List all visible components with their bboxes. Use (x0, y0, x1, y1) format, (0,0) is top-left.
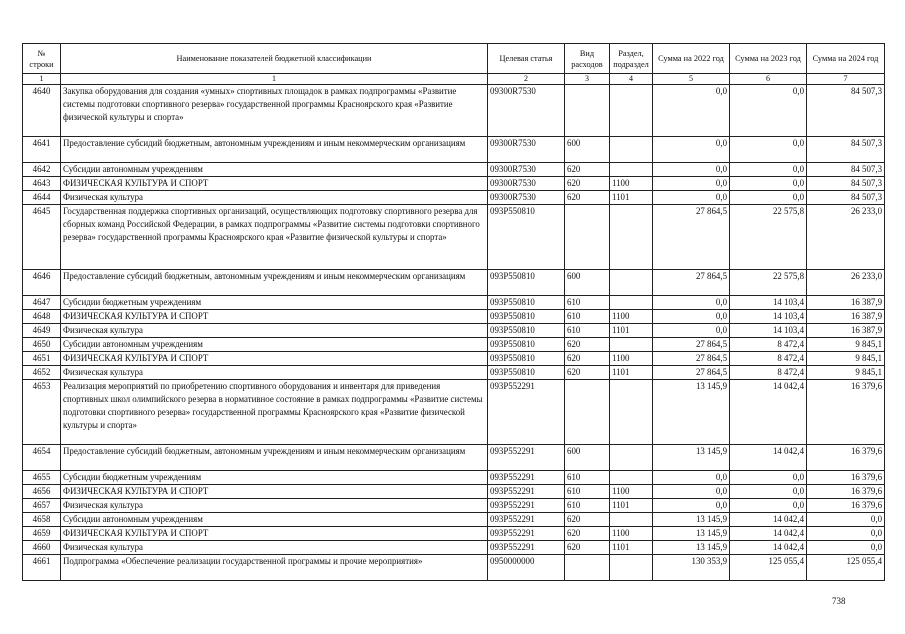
row-number: 4656 (23, 485, 61, 499)
row-sum-2024: 0,0 (807, 541, 885, 555)
table-row (23, 445, 885, 471)
row-sum-2022: 13 145,9 (653, 380, 730, 445)
row-vid (565, 85, 610, 137)
row-razdel: 1101 (610, 541, 653, 555)
column-index: 1 (61, 74, 488, 85)
row-sum-2024: 84 507,3 (807, 191, 885, 205)
row-target-code: 093P550810 (488, 366, 565, 380)
table-row (23, 380, 885, 445)
row-sum-2022: 13 145,9 (653, 541, 730, 555)
row-sum-2022: 0,0 (653, 137, 730, 163)
table-row (23, 541, 885, 555)
row-sum-2024: 9 845,1 (807, 352, 885, 366)
row-sum-2022: 27 864,5 (653, 338, 730, 352)
row-razdel: 1101 (610, 366, 653, 380)
row-target-code: 09300R7530 (488, 137, 565, 163)
row-number: 4657 (23, 499, 61, 513)
row-razdel (610, 270, 653, 296)
row-target-code: 093P552291 (488, 471, 565, 485)
row-target-code: 09300R7530 (488, 177, 565, 191)
row-sum-2023: 0,0 (730, 471, 807, 485)
row-razdel: 1100 (610, 485, 653, 499)
row-sum-2024: 26 233,0 (807, 205, 885, 270)
table-row (23, 485, 885, 499)
row-number: 4659 (23, 527, 61, 541)
row-razdel (610, 205, 653, 270)
row-sum-2023: 14 103,4 (730, 310, 807, 324)
row-sum-2024: 16 379,6 (807, 380, 885, 445)
row-razdel: 1100 (610, 352, 653, 366)
row-sum-2022: 0,0 (653, 191, 730, 205)
row-sum-2022: 0,0 (653, 485, 730, 499)
row-razdel (610, 137, 653, 163)
row-sum-2022: 27 864,5 (653, 205, 730, 270)
row-vid: 600 (565, 270, 610, 296)
row-sum-2023: 125 055,4 (730, 555, 807, 581)
table-row (23, 270, 885, 296)
row-sum-2023: 0,0 (730, 137, 807, 163)
table-row (23, 527, 885, 541)
table-row (23, 324, 885, 338)
row-sum-2024: 16 379,6 (807, 471, 885, 485)
row-number: 4660 (23, 541, 61, 555)
row-number: 4640 (23, 85, 61, 137)
row-razdel (610, 338, 653, 352)
row-number: 4654 (23, 445, 61, 471)
table-row (23, 499, 885, 513)
row-target-code: 093P550810 (488, 338, 565, 352)
row-sum-2023: 14 103,4 (730, 296, 807, 310)
row-number: 4645 (23, 205, 61, 270)
row-sum-2022: 27 864,5 (653, 352, 730, 366)
row-target-code: 093P552291 (488, 499, 565, 513)
row-sum-2022: 13 145,9 (653, 513, 730, 527)
row-sum-2024: 9 845,1 (807, 338, 885, 352)
row-vid: 600 (565, 137, 610, 163)
row-sum-2023: 14 103,4 (730, 324, 807, 338)
table-row (23, 366, 885, 380)
row-number: 4661 (23, 555, 61, 581)
header-sum-2022: Сумма на 2022 год (653, 44, 730, 74)
row-number: 4643 (23, 177, 61, 191)
row-name: Субсидии автономным учреждениям (61, 338, 488, 352)
row-razdel: 1100 (610, 527, 653, 541)
row-razdel (610, 471, 653, 485)
row-vid (565, 555, 610, 581)
row-sum-2022: 0,0 (653, 177, 730, 191)
row-vid: 610 (565, 485, 610, 499)
row-vid: 610 (565, 471, 610, 485)
row-sum-2024: 16 379,6 (807, 499, 885, 513)
row-target-code: 093P552291 (488, 485, 565, 499)
row-sum-2023: 8 472,4 (730, 338, 807, 352)
row-sum-2022: 27 864,5 (653, 270, 730, 296)
row-vid: 620 (565, 163, 610, 177)
row-razdel: 1100 (610, 177, 653, 191)
row-number: 4646 (23, 270, 61, 296)
row-number: 4649 (23, 324, 61, 338)
row-sum-2022: 0,0 (653, 85, 730, 137)
column-index: 3 (565, 74, 610, 85)
row-target-code: 09300R7530 (488, 163, 565, 177)
row-vid: 610 (565, 296, 610, 310)
row-sum-2024: 125 055,4 (807, 555, 885, 581)
row-sum-2024: 26 233,0 (807, 270, 885, 296)
row-name: ФИЗИЧЕСКАЯ КУЛЬТУРА И СПОРТ (61, 177, 488, 191)
row-number: 4648 (23, 310, 61, 324)
row-sum-2024: 16 379,6 (807, 485, 885, 499)
row-vid: 620 (565, 366, 610, 380)
row-name: Предоставление субсидий бюджетным, автономным учреждениям и иным некоммерческим организациям (61, 137, 488, 163)
row-sum-2024: 16 387,9 (807, 296, 885, 310)
row-number: 4650 (23, 338, 61, 352)
row-sum-2024: 16 387,9 (807, 310, 885, 324)
row-razdel: 1101 (610, 191, 653, 205)
row-sum-2022: 0,0 (653, 324, 730, 338)
row-target-code: 09300R7530 (488, 85, 565, 137)
table-row (23, 177, 885, 191)
header-target: Целевая статья (488, 44, 565, 74)
row-razdel (610, 513, 653, 527)
row-target-code: 093P552291 (488, 445, 565, 471)
row-sum-2023: 22 575,8 (730, 205, 807, 270)
table-row (23, 555, 885, 581)
row-name: Физическая культура (61, 191, 488, 205)
row-sum-2024: 0,0 (807, 527, 885, 541)
row-vid: 620 (565, 513, 610, 527)
row-razdel (610, 445, 653, 471)
row-vid: 620 (565, 191, 610, 205)
row-name: Предоставление субсидий бюджетным, автономным учреждениям и иным некоммерческим организациям (61, 445, 488, 471)
row-sum-2023: 14 042,4 (730, 380, 807, 445)
row-number: 4642 (23, 163, 61, 177)
row-name: Физическая культура (61, 366, 488, 380)
row-sum-2023: 0,0 (730, 85, 807, 137)
row-sum-2023: 14 042,4 (730, 445, 807, 471)
row-sum-2023: 8 472,4 (730, 352, 807, 366)
row-name: ФИЗИЧЕСКАЯ КУЛЬТУРА И СПОРТ (61, 310, 488, 324)
row-name: Подпрограмма «Обеспечение реализации государственной программы и прочие мероприятия» (61, 555, 488, 581)
row-name: ФИЗИЧЕСКАЯ КУЛЬТУРА И СПОРТ (61, 352, 488, 366)
table-row (23, 310, 885, 324)
row-sum-2023: 0,0 (730, 499, 807, 513)
row-vid: 620 (565, 352, 610, 366)
row-name: Государственная поддержка спортивных организаций, осуществляющих подготовку спортивного резерва для сборных команд Российской Федерации, в рамках подпрограммы «Развитие системы подготовки спортивного резерва» государственной программы Красноярского края «Развитие физической культуры и спорта» (61, 205, 488, 270)
row-name: Субсидии бюджетным учреждениям (61, 471, 488, 485)
row-sum-2022: 0,0 (653, 163, 730, 177)
row-target-code: 093P552291 (488, 380, 565, 445)
row-sum-2023: 14 042,4 (730, 527, 807, 541)
row-number: 4658 (23, 513, 61, 527)
column-index: 2 (488, 74, 565, 85)
row-number: 4641 (23, 137, 61, 163)
row-sum-2023: 22 575,8 (730, 270, 807, 296)
column-index: 4 (610, 74, 653, 85)
row-name: Субсидии бюджетным учреждениям (61, 296, 488, 310)
table-body (23, 85, 885, 581)
row-sum-2022: 0,0 (653, 471, 730, 485)
row-sum-2023: 14 042,4 (730, 541, 807, 555)
row-sum-2023: 0,0 (730, 485, 807, 499)
row-name: Предоставление субсидий бюджетным, автономным учреждениям и иным некоммерческим организациям (61, 270, 488, 296)
row-number: 4644 (23, 191, 61, 205)
row-name: Реализация мероприятий по приобретению спортивного оборудования и инвентаря для приведения спортивных школ олимпийского резерва в нормативное состояние в рамках подпрограммы «Развитие системы подготовки спортивного резерва» государственной программы Красноярского края «Развитие физической культуры и спорта» (61, 380, 488, 445)
row-name: Физическая культура (61, 324, 488, 338)
row-target-code: 093P552291 (488, 541, 565, 555)
row-sum-2022: 27 864,5 (653, 366, 730, 380)
row-razdel (610, 380, 653, 445)
row-target-code: 093P550810 (488, 324, 565, 338)
row-name: Закупка оборудования для создания «умных» спортивных площадок в рамках подпрограммы «Развитие системы подготовки спортивного резерва» государственной программы Красноярского края «Развитие физической культуры и спорта» (61, 85, 488, 137)
row-sum-2022: 0,0 (653, 310, 730, 324)
header-name: Наименование показателей бюджетной классификации (61, 44, 488, 74)
row-sum-2022: 130 353,9 (653, 555, 730, 581)
row-sum-2024: 16 387,9 (807, 324, 885, 338)
row-vid: 610 (565, 324, 610, 338)
row-razdel (610, 296, 653, 310)
row-sum-2023: 8 472,4 (730, 366, 807, 380)
row-sum-2024: 16 379,6 (807, 445, 885, 471)
row-vid: 610 (565, 310, 610, 324)
row-vid: 610 (565, 499, 610, 513)
header-sum-2023: Сумма на 2023 год (730, 44, 807, 74)
row-razdel: 1101 (610, 499, 653, 513)
row-sum-2022: 0,0 (653, 499, 730, 513)
table-row (23, 191, 885, 205)
column-index: 6 (730, 74, 807, 85)
row-sum-2024: 84 507,3 (807, 177, 885, 191)
row-vid: 620 (565, 177, 610, 191)
row-sum-2023: 0,0 (730, 177, 807, 191)
row-name: ФИЗИЧЕСКАЯ КУЛЬТУРА И СПОРТ (61, 485, 488, 499)
table-row (23, 352, 885, 366)
row-vid: 620 (565, 527, 610, 541)
row-target-code: 0950000000 (488, 555, 565, 581)
row-target-code: 09300R7530 (488, 191, 565, 205)
header-sum-2024: Сумма на 2024 год (807, 44, 885, 74)
row-sum-2023: 0,0 (730, 163, 807, 177)
header-vid: Вид расходов (565, 44, 610, 74)
row-target-code: 093P552291 (488, 527, 565, 541)
row-number: 4653 (23, 380, 61, 445)
row-vid: 620 (565, 541, 610, 555)
row-sum-2024: 84 507,3 (807, 163, 885, 177)
row-number: 4652 (23, 366, 61, 380)
row-sum-2024: 84 507,3 (807, 85, 885, 137)
row-sum-2022: 13 145,9 (653, 527, 730, 541)
row-sum-2022: 13 145,9 (653, 445, 730, 471)
row-razdel (610, 163, 653, 177)
row-sum-2024: 0,0 (807, 513, 885, 527)
row-sum-2023: 0,0 (730, 191, 807, 205)
row-name: Физическая культура (61, 499, 488, 513)
row-sum-2022: 0,0 (653, 296, 730, 310)
row-razdel: 1100 (610, 310, 653, 324)
page-number: 738 (832, 596, 846, 606)
table-row (23, 513, 885, 527)
row-target-code: 093P550810 (488, 310, 565, 324)
row-number: 4647 (23, 296, 61, 310)
table-row (23, 205, 885, 270)
row-name: ФИЗИЧЕСКАЯ КУЛЬТУРА И СПОРТ (61, 527, 488, 541)
row-target-code: 093P552291 (488, 513, 565, 527)
table-row (23, 137, 885, 163)
table-row (23, 338, 885, 352)
row-razdel (610, 85, 653, 137)
row-target-code: 093P550810 (488, 270, 565, 296)
row-vid (565, 380, 610, 445)
row-target-code: 093P550810 (488, 296, 565, 310)
row-sum-2023: 14 042,4 (730, 513, 807, 527)
header-row (23, 44, 885, 74)
header-razdel: Раздел, подраздел (610, 44, 653, 74)
column-index: 1 (23, 74, 61, 85)
row-number: 4651 (23, 352, 61, 366)
table-row (23, 85, 885, 137)
row-razdel: 1101 (610, 324, 653, 338)
row-vid: 620 (565, 338, 610, 352)
budget-table (22, 43, 885, 581)
row-number: 4655 (23, 471, 61, 485)
row-sum-2024: 84 507,3 (807, 137, 885, 163)
row-name: Субсидии автономным учреждениям (61, 163, 488, 177)
row-name: Физическая культура (61, 541, 488, 555)
table-row (23, 296, 885, 310)
table-row (23, 163, 885, 177)
header-row-no: № строки (23, 44, 61, 74)
row-target-code: 093P550810 (488, 352, 565, 366)
table-row (23, 471, 885, 485)
row-vid: 600 (565, 445, 610, 471)
row-vid (565, 205, 610, 270)
column-index: 7 (807, 74, 885, 85)
row-razdel (610, 555, 653, 581)
column-index: 5 (653, 74, 730, 85)
row-name: Субсидии автономным учреждениям (61, 513, 488, 527)
column-index-row (23, 74, 885, 85)
row-target-code: 093P550810 (488, 205, 565, 270)
row-sum-2024: 9 845,1 (807, 366, 885, 380)
